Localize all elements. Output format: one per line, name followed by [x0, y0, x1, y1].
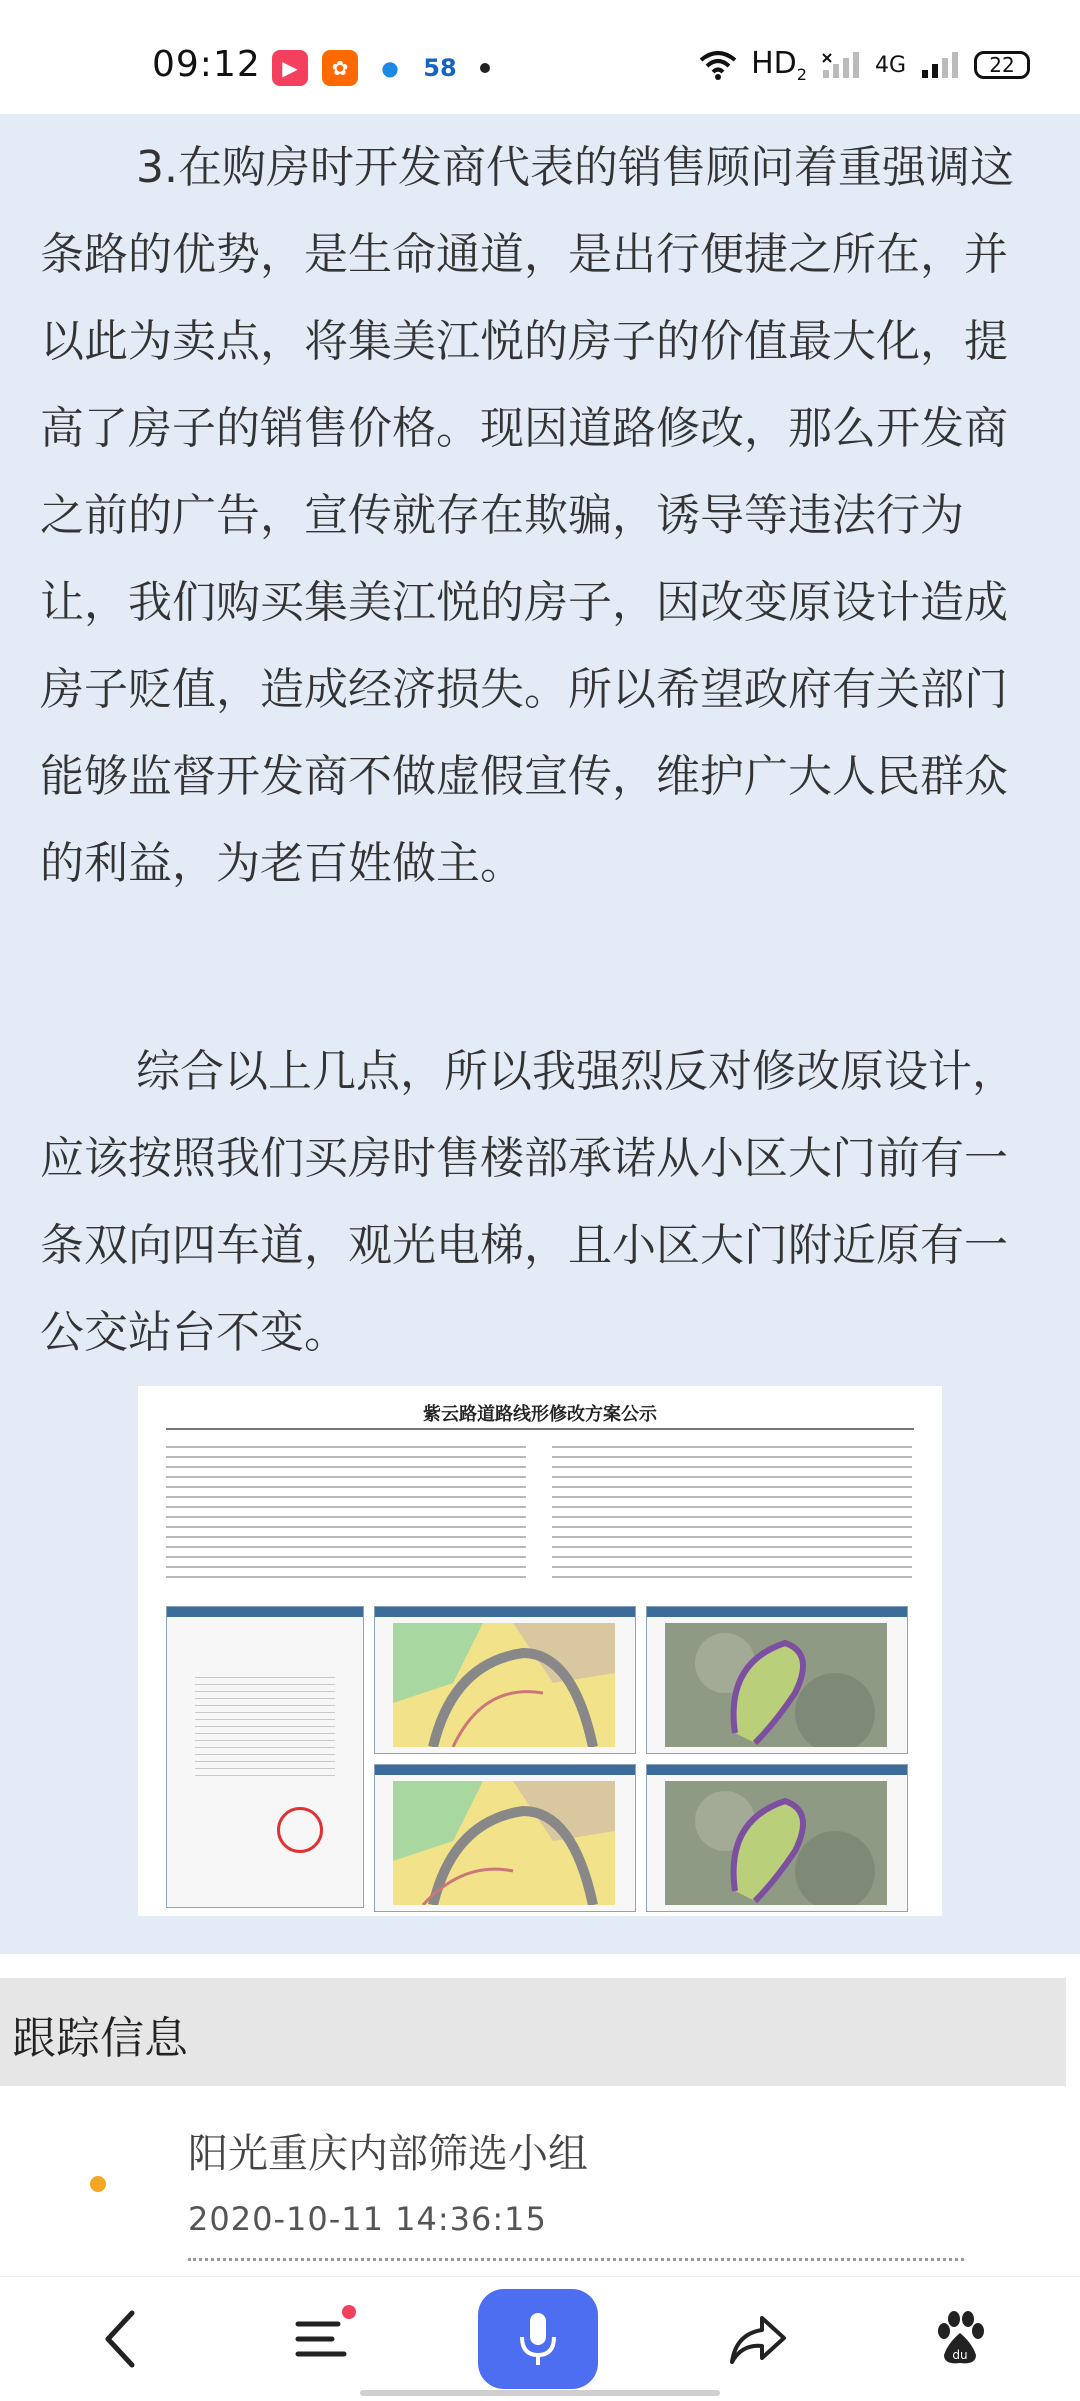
article-image[interactable]	[138, 1386, 942, 1916]
microphone-icon	[518, 2309, 558, 2369]
tracking-item-time: 2020-10-11 14:36:15	[188, 2200, 547, 2238]
status-right	[699, 46, 1030, 84]
video-app-icon: ▶	[272, 50, 308, 86]
cell-type: 4G	[874, 52, 906, 78]
back-arrow-icon	[100, 2309, 140, 2369]
menu-button[interactable]	[272, 2291, 372, 2387]
timeline-dot-icon	[90, 2176, 106, 2192]
menu-icon	[292, 2314, 352, 2364]
figure-map-panel	[374, 1764, 636, 1912]
zoning-map-icon	[393, 1781, 615, 1905]
seal-icon	[277, 1807, 323, 1853]
figure-text-block	[552, 1438, 912, 1578]
status-time: 09:12	[152, 44, 261, 85]
baidu-home-button[interactable]	[910, 2291, 1010, 2387]
status-app-icons	[272, 50, 490, 86]
voice-search-button[interactable]	[478, 2289, 598, 2389]
58-app-icon: 58	[422, 50, 458, 86]
notification-badge	[342, 2305, 356, 2319]
article-body	[0, 114, 1080, 1954]
browser-app-icon: ●	[372, 50, 408, 86]
share-icon	[728, 2312, 788, 2366]
battery-icon: 22	[974, 51, 1030, 79]
figure-title: 紫云路道路线形修改方案公示	[423, 1404, 657, 1425]
figure-document-panel	[166, 1606, 364, 1908]
notification-dot-icon	[480, 63, 490, 73]
wifi-icon	[699, 50, 737, 80]
tracking-item-name: 阳光重庆内部筛选小组	[188, 2131, 588, 2177]
tracking-item-divider	[188, 2258, 964, 2261]
signal-icon	[920, 50, 960, 80]
figure-satellite-panel	[646, 1764, 908, 1912]
satellite-map-icon	[665, 1781, 887, 1905]
baidu-paw-icon	[930, 2309, 990, 2369]
status-bar	[0, 0, 1080, 114]
figure-satellite-panel	[646, 1606, 908, 1754]
bottom-navigation	[0, 2276, 1080, 2401]
zoning-map-icon	[393, 1623, 615, 1747]
figure-divider	[166, 1428, 914, 1430]
back-button[interactable]	[70, 2291, 170, 2387]
figure-text-block	[166, 1438, 526, 1578]
share-button[interactable]	[708, 2291, 808, 2387]
tracking-header	[0, 1978, 1066, 2086]
article-paragraph: 综合以上几点，所以我强烈反对修改原设计，应该按照我们买房时售楼部承诺从小区大门前有一条双向四车道，观光电梯，且小区大门附近原有一公交站台不变。	[40, 1046, 1016, 1358]
signal-weak-icon	[821, 50, 861, 80]
article-paragraph: 3.在购房时开发商代表的销售顾问着重强调这条路的优势，是生命通道，是出行便捷之所在，并以此为卖点，将集美江悦的房子的价值最大化，提高了房子的销售价格。现因道路修改，那么开发商之前的广告，宣传就存在欺骗，诱导等违法行为让，我们购买集美江悦的房子，因改变原设计造成房子贬值，造成经济损失。所以希望政府有关部门能够监督开发商不做虚假宣传，维护广大人民群众的利益，为老百姓做主。	[40, 142, 1014, 889]
satellite-map-icon	[665, 1623, 887, 1747]
tracking-title: 跟踪信息	[12, 2013, 188, 2064]
figure-map-panel	[374, 1606, 636, 1754]
svg-text:du: du	[952, 2348, 968, 2362]
kuaishou-icon: ✿	[322, 50, 358, 86]
home-indicator[interactable]	[360, 2390, 720, 2396]
network-type: $HD_2$	[751, 46, 807, 84]
tracking-item[interactable]	[0, 2086, 1080, 2276]
